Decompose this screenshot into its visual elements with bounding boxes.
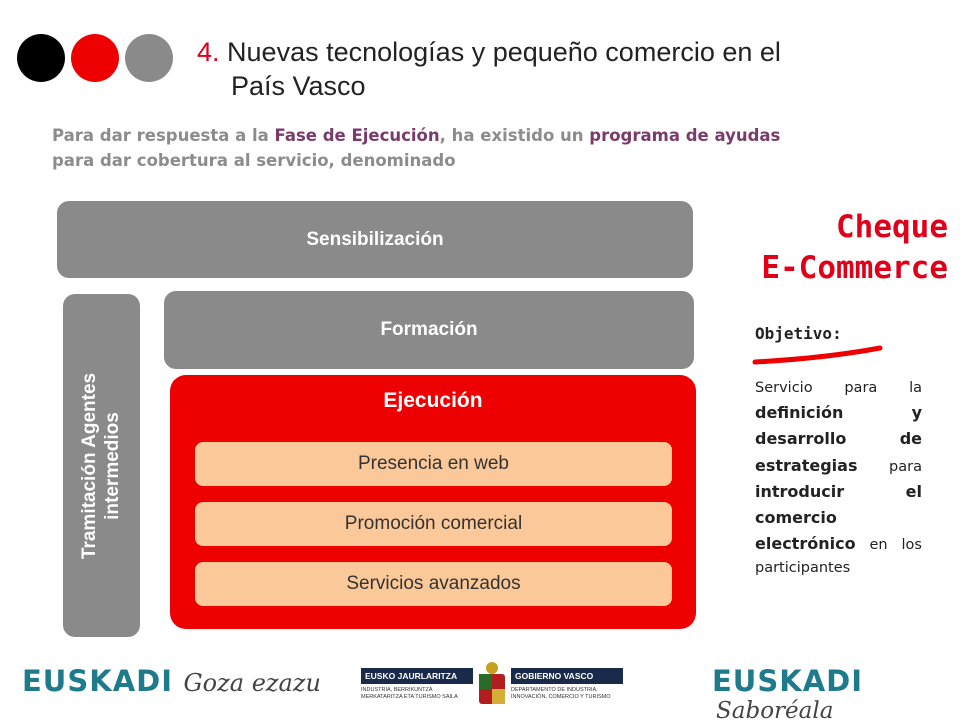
- gov-right-block: [511, 668, 623, 700]
- black-dot: [17, 34, 65, 82]
- gov-left-dept: INDUSTRIA, BERRIKUNTZA MERKATARITZA ETA TURISMO SAILA: [361, 687, 458, 700]
- ejecucion-label: Ejecución: [383, 389, 483, 412]
- intro-highlight-1: Fase de Ejecución: [274, 126, 440, 145]
- coat-of-arms-icon: [476, 660, 508, 708]
- item-label: Presencia en web: [357, 453, 510, 474]
- tramitacion-label: [79, 306, 125, 626]
- objective-bold-2: introducir el comercio electrónico: [755, 481, 922, 554]
- intro-paragraph: [52, 124, 812, 174]
- intro-highlight-2: programa de ayudas: [589, 126, 781, 145]
- tramitacion-line2: intermedios: [101, 411, 123, 520]
- red-underline-stroke: [752, 342, 884, 368]
- tramitacion-bar: [63, 294, 140, 637]
- formacion-bar: [164, 291, 694, 369]
- tramitacion-line1: Tramitación Agentes: [78, 372, 100, 559]
- objective-label: Objetivo:: [755, 324, 842, 343]
- objective-bold-1: definición y desarrollo de estrategias: [755, 403, 922, 475]
- cheque-ecommerce-title: [761, 207, 948, 289]
- euskadi-logo-left: [22, 664, 321, 698]
- cheque-line2: E-Commerce: [761, 249, 948, 286]
- objective-text-3: en los participantes: [755, 537, 922, 577]
- item-promocion-comercial: [195, 502, 672, 546]
- objective-text-1: Servicio para la: [755, 380, 922, 396]
- cheque-line1: Cheque: [836, 209, 948, 245]
- red-dot: [71, 34, 119, 82]
- gov-right-name: GOBIERNO VASCO: [511, 668, 623, 684]
- euskadi-wordmark: EUSKADI: [22, 664, 174, 698]
- intro-text-3: para dar cobertura al servicio, denominado: [52, 150, 456, 170]
- objective-text-2: para: [857, 458, 922, 475]
- grey-dot: [125, 34, 173, 82]
- intro-text-2: , ha existido un: [439, 126, 590, 145]
- sensibilizacion-label: Sensibilización: [306, 228, 444, 250]
- item-presencia-web: [195, 442, 672, 486]
- gov-left-block: [361, 668, 473, 700]
- intro-text-1: Para dar respuesta a la: [52, 126, 275, 145]
- formacion-label: Formación: [380, 319, 478, 340]
- euskadi-wordmark: EUSKADI: [712, 664, 864, 698]
- saboreala-slogan: Saboréala: [716, 698, 834, 724]
- title-line1: Nuevas tecnologías y pequeño comercio en el: [227, 37, 781, 67]
- item-label: Promoción comercial: [344, 513, 523, 534]
- slide-title: [197, 36, 781, 104]
- goza-ezazu-slogan: Goza ezazu: [183, 669, 321, 697]
- item-label: Servicios avanzados: [346, 573, 521, 594]
- gov-left-name: EUSKO JAURLARITZA: [361, 668, 473, 684]
- ejecucion-box: [170, 375, 696, 629]
- item-servicios-avanzados: [195, 562, 672, 606]
- objective-text: [755, 377, 922, 581]
- gobierno-vasco-logo: [361, 660, 623, 710]
- title-line2: País Vasco: [231, 70, 366, 101]
- euskadi-logo-right: [712, 664, 960, 724]
- gov-right-dept: DEPARTAMENTO DE INDUSTRIA, INNOVACIÓN, COMERCIO Y TURISMO: [511, 687, 611, 700]
- sensibilizacion-bar: [57, 201, 693, 278]
- title-number: 4.: [197, 37, 220, 67]
